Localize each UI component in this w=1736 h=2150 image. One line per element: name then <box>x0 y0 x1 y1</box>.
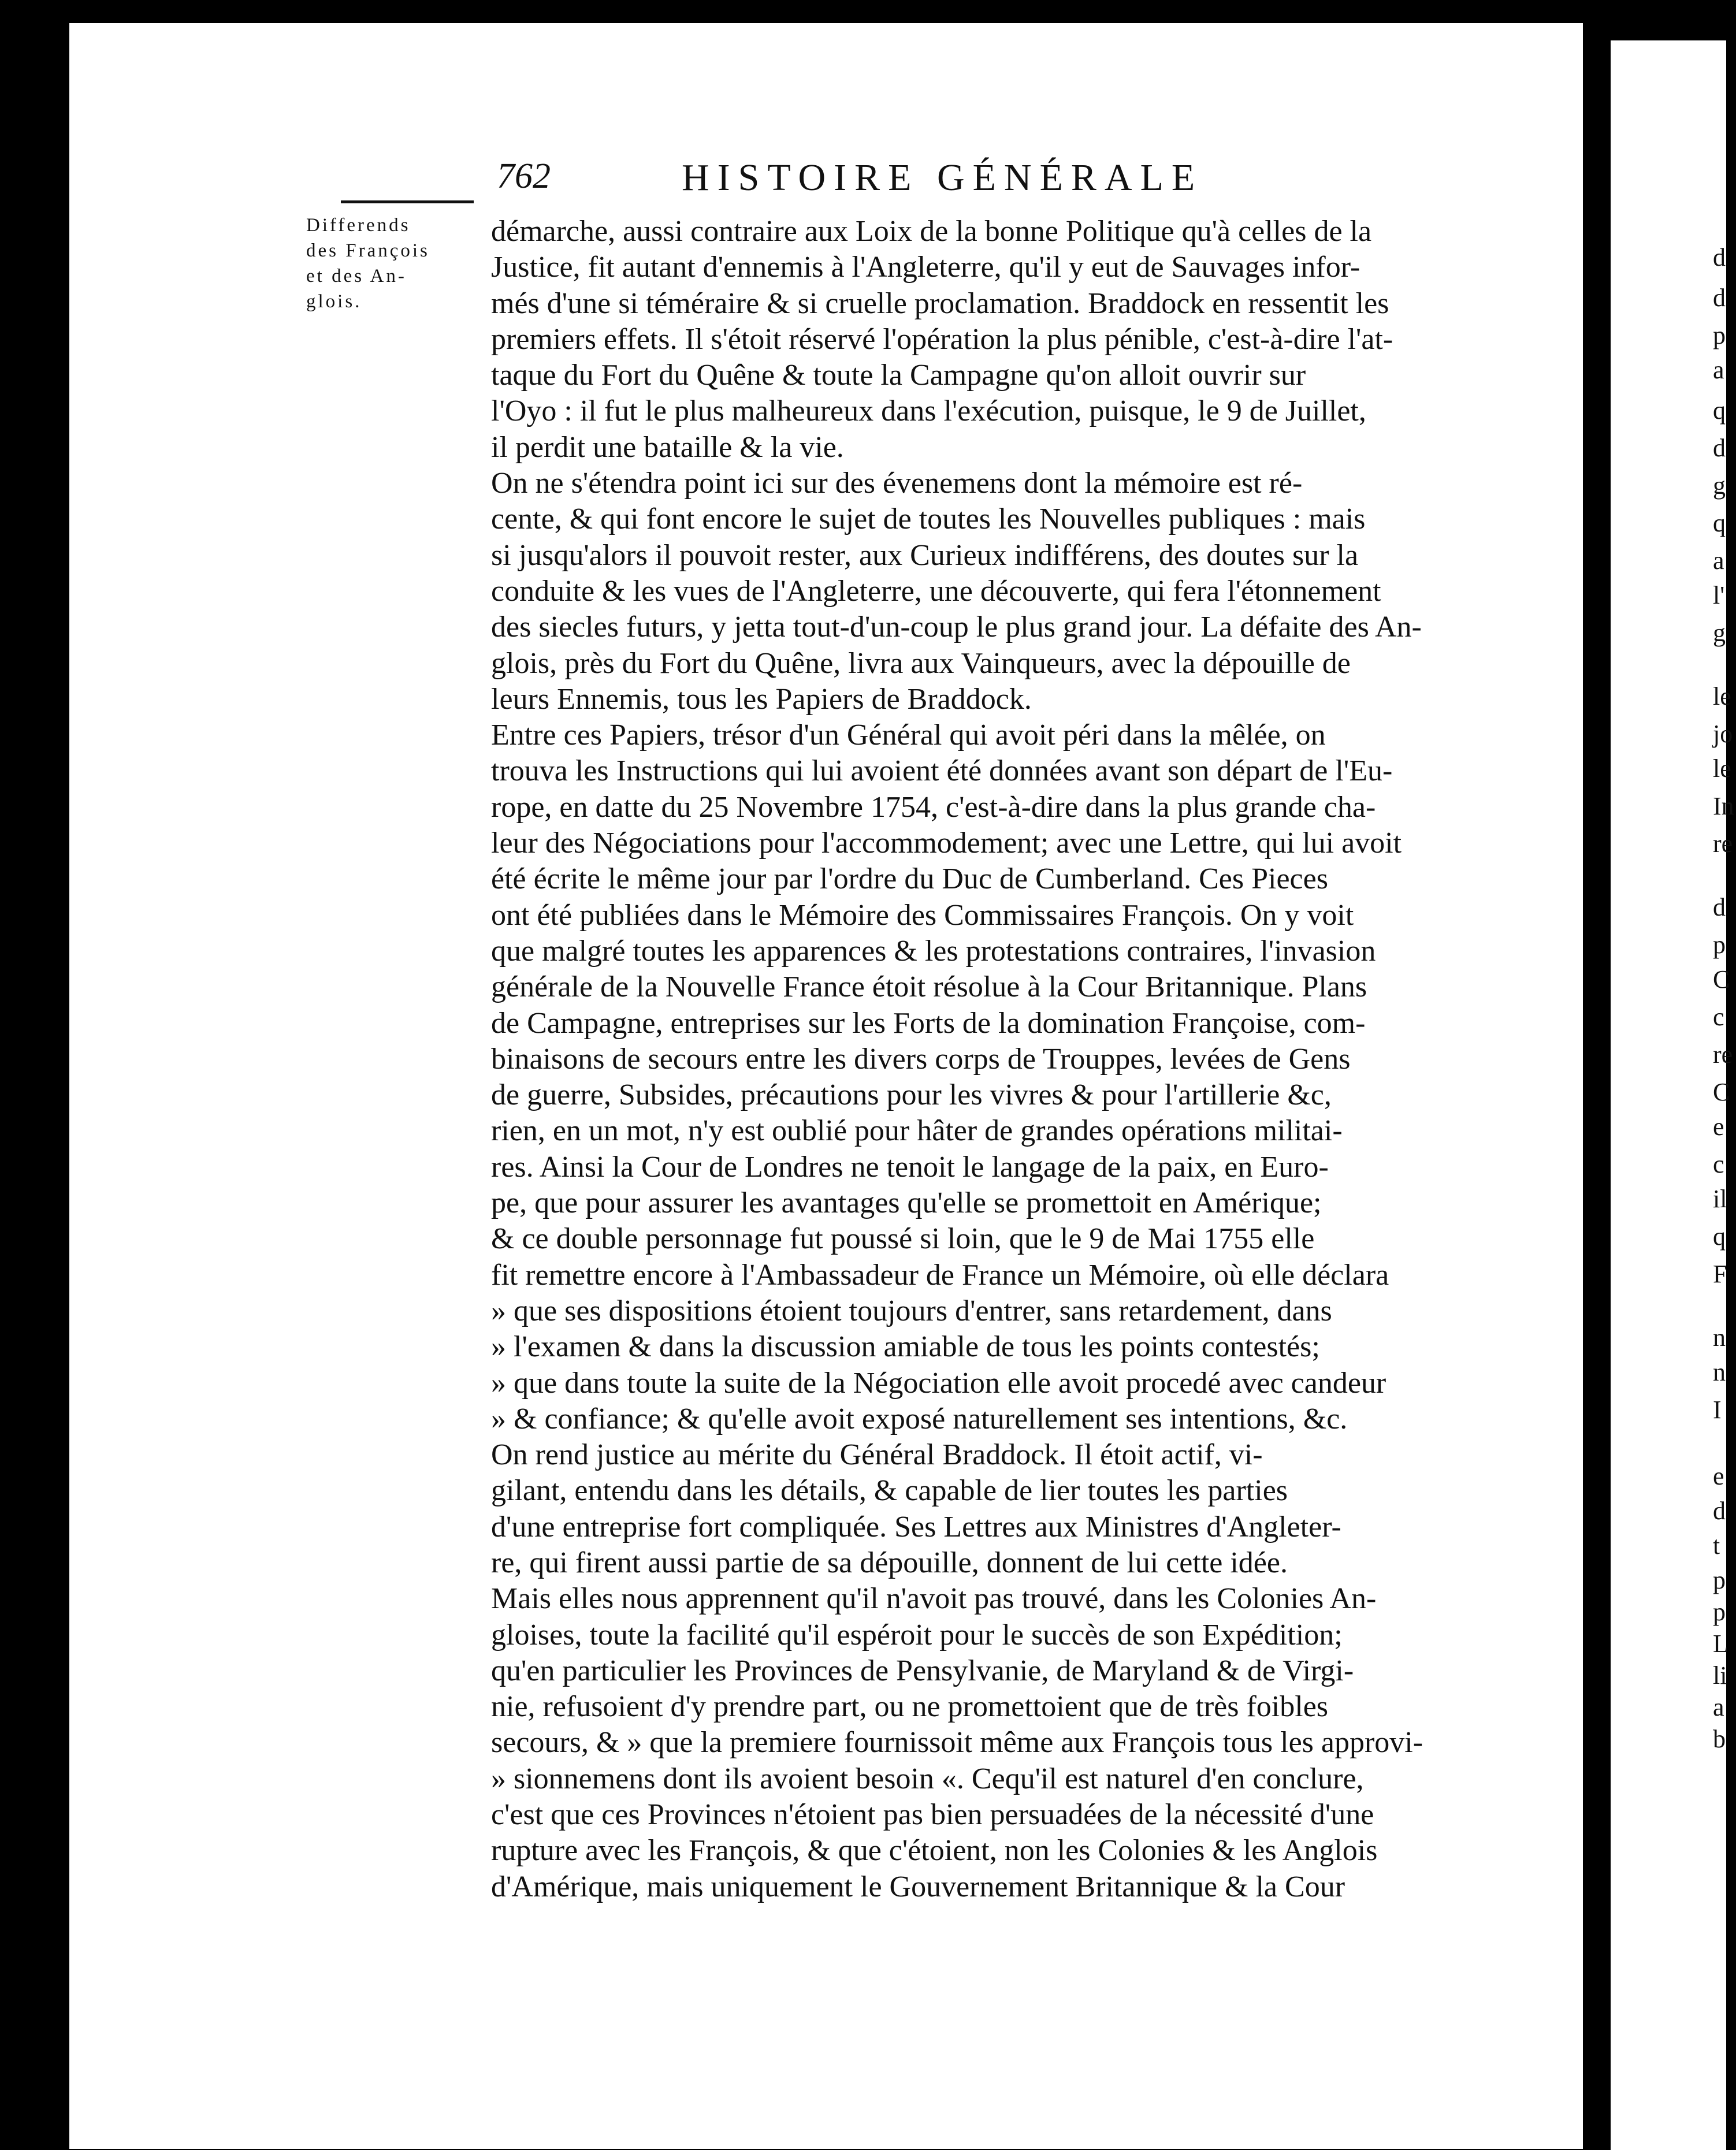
right-page-fragment: le <box>1713 682 1731 711</box>
right-page-fragment: F <box>1713 1260 1727 1288</box>
right-page-fragment: li <box>1713 1661 1727 1690</box>
right-page-fragment: C <box>1713 1078 1730 1106</box>
text-line: rien, en un mot, n'y est oublié pour hâter de grandes opérations militai- <box>491 1114 1343 1148</box>
right-page-fragment: a <box>1713 356 1724 384</box>
text-line: rope, en datte du 25 Novembre 1754, c'est-à-dire dans la plus grande cha- <box>491 790 1376 824</box>
text-line: glois, près du Fort du Quêne, livra aux Vainqueurs, avec la dépouille de <box>491 646 1351 680</box>
right-page-fragment: n <box>1713 1323 1726 1352</box>
text-line: taque du Fort du Quêne & toute la Campagne qu'on alloit ouvrir sur <box>491 359 1306 392</box>
text-line: de guerre, Subsides, précautions pour les vivres & pour l'artillerie &c, <box>491 1078 1332 1112</box>
text-line: démarche, aussi contraire aux Loix de la bonne Politique qu'à celles de la <box>491 215 1372 248</box>
right-page-fragment: c <box>1713 1150 1724 1178</box>
text-line: premiers effets. Il s'étoit réservé l'opération la plus pénible, c'est-à-dire l'at- <box>491 322 1393 356</box>
margin-note <box>306 213 479 314</box>
text-line: des siecles futurs, y jetta tout-d'un-coup le plus grand jour. La défaite des An- <box>491 611 1422 644</box>
right-page-fragment: il <box>1713 1185 1727 1213</box>
text-line: nie, refusoient d'y prendre part, ou ne promettoient que de très foibles <box>491 1690 1329 1724</box>
page-number: 762 <box>497 157 551 196</box>
text-line: de Campagne, entreprises sur les Forts de la domination Françoise, com- <box>491 1006 1366 1040</box>
text-line: d'Amérique, mais uniquement le Gouvernement Britannique & la Cour <box>491 1870 1345 1903</box>
text-line: més d'une si téméraire & si cruelle proclamation. Braddock en ressentit les <box>491 287 1389 320</box>
text-line: leur des Négociations pour l'accommodement; avec une Lettre, qui lui avoit <box>491 827 1402 860</box>
right-page-fragment: In <box>1713 792 1734 820</box>
right-page-fragment: g <box>1713 471 1726 500</box>
margin-note-line: des François <box>306 240 430 261</box>
right-page-fragment: jo <box>1713 720 1733 748</box>
text-line: leurs Ennemis, tous les Papiers de Braddock. <box>491 682 1032 716</box>
text-line: d'une entreprise fort compliquée. Ses Lettres aux Ministres d'Angleter- <box>491 1510 1341 1543</box>
right-page-fragment: q <box>1713 1222 1726 1251</box>
margin-rule <box>341 200 474 203</box>
text-line: qu'en particulier les Provinces de Pensylvanie, de Maryland & de Virgi- <box>491 1654 1354 1687</box>
text-line: secours, & » que la premiere fournissoit même aux François tous les approvi- <box>491 1726 1423 1760</box>
running-title: HISTOIRE GÉNÉRALE <box>682 157 1203 199</box>
text-line: » que ses dispositions étoient toujours d'entrer, sans retardement, dans <box>491 1294 1332 1327</box>
right-page-fragment: q <box>1713 396 1726 425</box>
right-page-fragment: e <box>1713 1462 1724 1490</box>
text-line: que malgré toutes les apparences & les protestations contraires, l'invasion <box>491 934 1376 968</box>
text-line: On ne s'étendra point ici sur des évenemens dont la mémoire est ré- <box>491 467 1303 500</box>
right-page-fragment: p <box>1713 321 1726 349</box>
text-line: ont été publiées dans le Mémoire des Commissaires François. On y voit <box>491 898 1354 932</box>
body-text <box>491 214 1473 1905</box>
right-page-fragment: le <box>1713 754 1731 783</box>
text-line: été écrite le même jour par l'ordre du Duc de Cumberland. Ces Pieces <box>491 862 1328 896</box>
right-page-fragment: p <box>1713 931 1726 959</box>
margin-note-line: et des An- <box>306 266 407 287</box>
text-line: Mais elles nous apprennent qu'il n'avoit pas trouvé, dans les Colonies An- <box>491 1582 1377 1616</box>
text-line: gilant, entendu dans les détails, & capable de lier toutes les parties <box>491 1474 1288 1508</box>
page-header <box>497 156 1479 208</box>
right-page-fragment: d <box>1713 243 1726 271</box>
text-line: Justice, fit autant d'ennemis à l'Angleterre, qu'il y eut de Sauvages infor- <box>491 251 1360 284</box>
right-page-fragment: re <box>1713 1040 1733 1069</box>
text-line: fit remettre encore à l'Ambassadeur de France un Mémoire, où elle déclara <box>491 1258 1389 1292</box>
right-page-fragment: L <box>1713 1630 1728 1658</box>
right-page-fragment: d <box>1713 434 1726 462</box>
text-line: gloises, toute la facilité qu'il espéroit pour le succès de son Expédition; <box>491 1618 1343 1651</box>
right-page-fragment: I <box>1713 1396 1722 1424</box>
right-page-fragment: re <box>1713 830 1733 858</box>
text-line: » que dans toute la suite de la Négociation elle avoit procedé avec candeur <box>491 1366 1386 1400</box>
text-line: On rend justice au mérite du Général Braddock. Il étoit actif, vi- <box>491 1438 1263 1472</box>
right-page-fragment: d <box>1713 893 1726 921</box>
right-page-fragment: a <box>1713 1693 1724 1721</box>
right-page-fragment: b <box>1713 1725 1726 1753</box>
text-line: » sionnemens dont ils avoient besoin «. Cequ'il est naturel d'en conclure, <box>491 1762 1364 1795</box>
right-page-fragment: c <box>1713 1003 1724 1031</box>
margin-note-line: glois. <box>306 291 362 312</box>
right-page-fragment: C <box>1713 965 1730 994</box>
text-line: » l'examen & dans la discussion amiable de tous les points contestés; <box>491 1330 1320 1364</box>
right-page-fragment: t <box>1713 1531 1720 1560</box>
right-page-fragment: p <box>1713 1566 1726 1594</box>
text-line: générale de la Nouvelle France étoit résolue à la Cour Britannique. Plans <box>491 970 1367 1004</box>
right-page-fragment: l' <box>1713 581 1725 609</box>
text-line: rupture avec les François, & que c'étoient, non les Colonies & les Anglois <box>491 1834 1378 1868</box>
right-page-fragment: e <box>1713 1113 1724 1141</box>
right-page-edge <box>1611 40 1726 2150</box>
right-page-fragment: d <box>1713 284 1726 312</box>
text-line: res. Ainsi la Cour de Londres ne tenoit le langage de la paix, en Euro- <box>491 1150 1329 1184</box>
text-line: l'Oyo : il fut le plus malheureux dans l'exécution, puisque, le 9 de Juillet, <box>491 395 1366 428</box>
text-line: il perdit une bataille & la vie. <box>491 430 844 464</box>
text-line: pe, que pour assurer les avantages qu'elle se promettoit en Amérique; <box>491 1186 1322 1220</box>
margin-note-line: Differends <box>306 215 411 236</box>
text-line: si jusqu'alors il pouvoit rester, aux Curieux indifférens, des doutes sur la <box>491 538 1359 572</box>
text-line: binaisons de secours entre les divers corps de Trouppes, levées de Gens <box>491 1042 1351 1076</box>
text-line: Entre ces Papiers, trésor d'un Général qui avoit péri dans la mêlée, on <box>491 719 1326 752</box>
text-line: & ce double personnage fut poussé si loin, que le 9 de Mai 1755 elle <box>491 1222 1315 1256</box>
text-line: cente, & qui font encore le sujet de toutes les Nouvelles publiques : mais <box>491 503 1366 536</box>
text-line: conduite & les vues de l'Angleterre, une découverte, qui fera l'étonnement <box>491 574 1381 608</box>
text-line: re, qui firent aussi partie de sa dépouille, donnent de lui cette idée. <box>491 1546 1288 1579</box>
text-line: » & confiance; & qu'elle avoit exposé naturellement ses intentions, &c. <box>491 1402 1348 1435</box>
right-page-fragment: d <box>1713 1497 1726 1525</box>
right-page-fragment: p <box>1713 1598 1726 1626</box>
right-page-fragment: a <box>1713 546 1724 575</box>
right-page-fragment: q <box>1713 509 1726 537</box>
text-line: c'est que ces Provinces n'étoient pas bien persuadées de la nécessité d'une <box>491 1798 1374 1832</box>
right-page-fragment: g <box>1713 619 1726 647</box>
text-line: trouva les Instructions qui lui avoient été données avant son départ de l'Eu- <box>491 754 1393 788</box>
right-page-fragment: n <box>1713 1358 1726 1386</box>
